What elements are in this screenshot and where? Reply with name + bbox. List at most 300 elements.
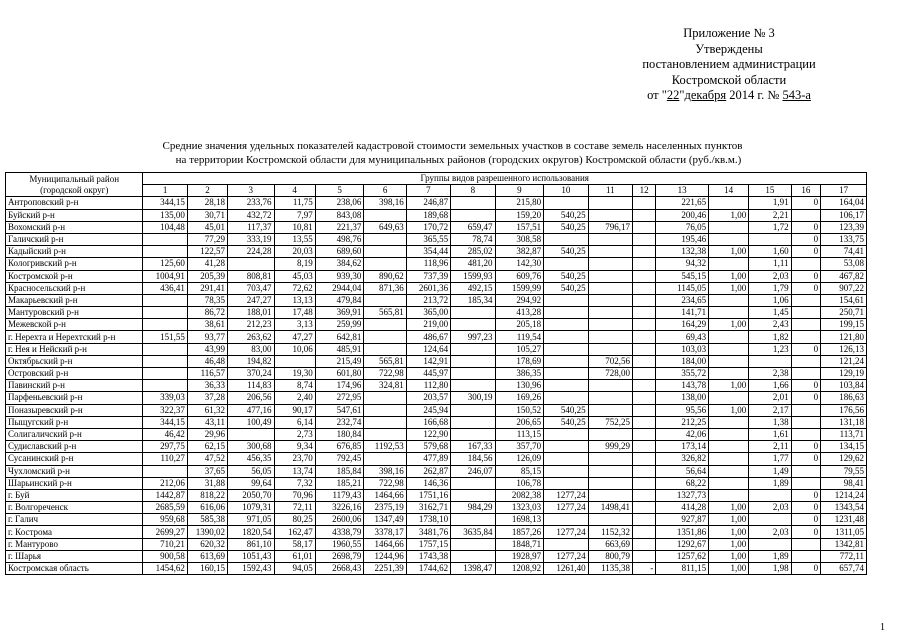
column-number-header: 11	[588, 185, 632, 197]
value-cell: 398,16	[364, 465, 406, 477]
value-cell: 2,40	[274, 392, 315, 404]
value-cell: 203,57	[406, 392, 450, 404]
value-cell: 547,61	[315, 404, 364, 416]
value-cell: 1208,92	[495, 563, 544, 575]
value-cell: 41,28	[187, 258, 227, 270]
value-cell	[228, 258, 275, 270]
municipality-name: Поназыревский р-н	[6, 404, 143, 416]
value-cell	[588, 380, 632, 392]
value-cell: 1342,81	[821, 538, 867, 550]
value-cell: 224,28	[228, 246, 275, 258]
value-cell: 1,11	[749, 258, 791, 270]
value-cell: 221,37	[315, 221, 364, 233]
municipality-name: Шарьинский р-н	[6, 477, 143, 489]
value-cell: 141,71	[656, 307, 709, 319]
value-cell: 119,54	[495, 331, 544, 343]
value-cell	[364, 258, 406, 270]
value-cell: 2601,36	[406, 282, 450, 294]
value-cell: 540,25	[544, 270, 588, 282]
value-cell: 17,48	[274, 307, 315, 319]
table-header-row	[6, 173, 867, 185]
value-cell: 37,65	[187, 465, 227, 477]
value-cell: 1051,43	[228, 550, 275, 562]
value-cell: 540,25	[544, 282, 588, 294]
value-cell	[588, 514, 632, 526]
municipality-name: Костромская область	[6, 563, 143, 575]
value-cell: 540,25	[544, 221, 588, 233]
value-cell	[632, 282, 655, 294]
value-cell: 0	[791, 380, 821, 392]
municipality-name: г. Волгореченск	[6, 502, 143, 514]
value-cell	[228, 428, 275, 440]
value-cell: 138,00	[656, 392, 709, 404]
value-cell	[791, 416, 821, 428]
value-cell: 1738,10	[406, 514, 450, 526]
value-cell	[632, 233, 655, 245]
value-cell: 9,34	[274, 441, 315, 453]
value-cell: 0	[791, 489, 821, 501]
value-cell: 53,08	[821, 258, 867, 270]
value-cell	[544, 331, 588, 343]
value-cell: 1,00	[709, 514, 749, 526]
value-cell: 1857,26	[495, 526, 544, 538]
value-cell: 166,68	[406, 416, 450, 428]
value-cell: 1277,24	[544, 526, 588, 538]
value-cell: 219,00	[406, 319, 450, 331]
table-row	[6, 209, 867, 221]
value-cell: 792,45	[315, 453, 364, 465]
value-cell: 1004,91	[143, 270, 187, 282]
value-cell: 2,11	[749, 441, 791, 453]
value-cell: 159,20	[495, 209, 544, 221]
value-cell: 492,15	[451, 282, 495, 294]
value-cell: 1347,49	[364, 514, 406, 526]
table-row	[6, 514, 867, 526]
value-cell: 112,80	[406, 380, 450, 392]
value-cell	[451, 307, 495, 319]
value-cell: 238,06	[315, 197, 364, 209]
value-cell	[364, 416, 406, 428]
value-cell: 47,52	[187, 453, 227, 465]
value-cell: 616,06	[187, 502, 227, 514]
value-cell: 300,19	[451, 392, 495, 404]
value-cell: 481,20	[451, 258, 495, 270]
value-cell: 114,83	[228, 380, 275, 392]
value-cell	[709, 368, 749, 380]
value-cell: 1145,05	[656, 282, 709, 294]
value-cell: 907,22	[821, 282, 867, 294]
value-cell	[588, 319, 632, 331]
value-cell: 0	[791, 343, 821, 355]
column-number-header: 16	[791, 185, 821, 197]
value-cell: 125,60	[143, 258, 187, 270]
value-cell: 72,11	[274, 502, 315, 514]
value-cell: 2050,70	[228, 489, 275, 501]
value-cell	[544, 233, 588, 245]
value-cell: 132,38	[656, 246, 709, 258]
municipality-name: г. Кострома	[6, 526, 143, 538]
value-cell	[632, 355, 655, 367]
value-cell: 78,35	[187, 294, 227, 306]
value-cell	[588, 282, 632, 294]
value-cell: 245,94	[406, 404, 450, 416]
value-cell: 871,36	[364, 282, 406, 294]
value-cell: 344,15	[143, 197, 187, 209]
value-cell: 1327,73	[656, 489, 709, 501]
value-cell	[451, 538, 495, 550]
value-cell	[791, 209, 821, 221]
value-cell: 195,46	[656, 233, 709, 245]
value-cell: 703,47	[228, 282, 275, 294]
value-cell	[544, 197, 588, 209]
value-cell: 246,87	[406, 197, 450, 209]
value-cell: 642,81	[315, 331, 364, 343]
table-row	[6, 380, 867, 392]
municipality-name: Антроповский р-н	[6, 197, 143, 209]
value-cell: 121,24	[821, 355, 867, 367]
municipality-name: г. Шарья	[6, 550, 143, 562]
value-cell: 649,63	[364, 221, 406, 233]
value-cell	[364, 331, 406, 343]
value-cell: 262,87	[406, 465, 450, 477]
value-cell: 133,75	[821, 233, 867, 245]
municipality-name: Галичский р-н	[6, 233, 143, 245]
value-cell: 1698,13	[495, 514, 544, 526]
value-cell: 971,05	[228, 514, 275, 526]
value-cell: 2,03	[749, 526, 791, 538]
value-cell: 0	[791, 197, 821, 209]
value-cell: 1442,87	[143, 489, 187, 501]
value-cell	[632, 453, 655, 465]
column-number-header: 4	[274, 185, 315, 197]
municipality-name: Буйский р-н	[6, 209, 143, 221]
value-cell	[451, 514, 495, 526]
table-row	[6, 343, 867, 355]
value-cell	[588, 209, 632, 221]
value-cell	[544, 355, 588, 367]
value-cell: 2944,04	[315, 282, 364, 294]
value-cell: 134,15	[821, 441, 867, 453]
value-cell: -	[632, 563, 655, 575]
column-number-header: 8	[451, 185, 495, 197]
value-cell: 46,42	[143, 428, 187, 440]
value-cell	[632, 526, 655, 538]
value-cell: 184,56	[451, 453, 495, 465]
value-cell	[544, 465, 588, 477]
value-cell: 123,39	[821, 221, 867, 233]
value-cell: 333,19	[228, 233, 275, 245]
value-cell: 46,48	[187, 355, 227, 367]
value-cell: 99,64	[228, 477, 275, 489]
value-cell: 247,27	[228, 294, 275, 306]
value-cell: 164,04	[821, 197, 867, 209]
value-cell: 105,27	[495, 343, 544, 355]
table-row	[6, 270, 867, 282]
value-cell: 188,01	[228, 307, 275, 319]
table-row	[6, 502, 867, 514]
table-row	[6, 355, 867, 367]
table-row	[6, 489, 867, 501]
value-cell: 7,32	[274, 477, 315, 489]
value-cell: 77,29	[187, 233, 227, 245]
value-cell: 169,26	[495, 392, 544, 404]
value-cell: 0	[791, 270, 821, 282]
value-cell	[632, 392, 655, 404]
value-cell: 45,01	[187, 221, 227, 233]
value-cell: 1,60	[749, 246, 791, 258]
value-cell: 613,69	[187, 550, 227, 562]
value-cell	[709, 355, 749, 367]
value-cell: 20,03	[274, 246, 315, 258]
table-row	[6, 282, 867, 294]
value-cell: 205,39	[187, 270, 227, 282]
value-cell: 811,15	[656, 563, 709, 575]
value-cell: 212,06	[143, 477, 187, 489]
value-cell: 1,06	[749, 294, 791, 306]
decree-date-line	[619, 88, 839, 104]
value-cell: 42,06	[656, 428, 709, 440]
value-cell: 3481,76	[406, 526, 450, 538]
value-cell: 1,89	[749, 477, 791, 489]
value-cell: 0	[791, 282, 821, 294]
value-cell: 43,11	[187, 416, 227, 428]
value-cell	[143, 343, 187, 355]
value-cell: 369,91	[315, 307, 364, 319]
value-cell	[364, 319, 406, 331]
value-cell	[791, 550, 821, 562]
value-cell: 68,22	[656, 477, 709, 489]
value-cell	[364, 209, 406, 221]
value-cell: 1,45	[749, 307, 791, 319]
value-cell: 540,25	[544, 209, 588, 221]
value-cell: 167,33	[451, 441, 495, 453]
value-cell: 959,68	[143, 514, 187, 526]
value-cell: 29,96	[187, 428, 227, 440]
value-cell: 160,15	[187, 563, 227, 575]
value-cell: 1,00	[709, 246, 749, 258]
value-cell: 106,17	[821, 209, 867, 221]
value-cell: 1,00	[709, 282, 749, 294]
value-cell: 1,00	[709, 380, 749, 392]
value-cell	[791, 331, 821, 343]
value-cell: 479,84	[315, 294, 364, 306]
value-cell	[632, 502, 655, 514]
value-cell: 117,37	[228, 221, 275, 233]
value-cell: 178,69	[495, 355, 544, 367]
value-cell	[791, 538, 821, 550]
value-cell	[544, 294, 588, 306]
value-cell: 1,49	[749, 465, 791, 477]
value-cell: 689,60	[315, 246, 364, 258]
value-cell: 1,00	[709, 526, 749, 538]
value-cell: 414,28	[656, 502, 709, 514]
value-cell: 3162,71	[406, 502, 450, 514]
value-cell: 1,98	[749, 563, 791, 575]
table-row	[6, 465, 867, 477]
value-cell: 384,62	[315, 258, 364, 270]
groups-header: Группы видов разрешенного использования	[143, 173, 867, 185]
value-cell: 200,46	[656, 209, 709, 221]
municipality-name: Павинский р-н	[6, 380, 143, 392]
value-cell: 135,00	[143, 209, 187, 221]
value-cell: 997,23	[451, 331, 495, 343]
value-cell	[451, 197, 495, 209]
value-cell: 540,25	[544, 404, 588, 416]
value-cell: 1277,24	[544, 550, 588, 562]
value-cell: 1848,71	[495, 538, 544, 550]
value-cell: 324,81	[364, 380, 406, 392]
value-cell	[588, 331, 632, 343]
value-cell: 94,32	[656, 258, 709, 270]
value-cell	[143, 368, 187, 380]
value-cell: 285,02	[451, 246, 495, 258]
value-cell: 818,22	[187, 489, 227, 501]
value-cell	[143, 319, 187, 331]
value-cell: 999,29	[588, 441, 632, 453]
value-cell: 620,32	[187, 538, 227, 550]
value-cell	[364, 246, 406, 258]
value-cell: 90,17	[274, 404, 315, 416]
value-cell: 215,80	[495, 197, 544, 209]
value-cell: 710,21	[143, 538, 187, 550]
value-cell: 0	[791, 221, 821, 233]
value-cell: 69,43	[656, 331, 709, 343]
table-row	[6, 197, 867, 209]
value-cell	[451, 477, 495, 489]
value-cell: 6,14	[274, 416, 315, 428]
value-cell: 173,14	[656, 441, 709, 453]
municipality-name: г. Буй	[6, 489, 143, 501]
value-cell: 1,89	[749, 550, 791, 562]
value-cell: 1231,48	[821, 514, 867, 526]
value-cell: 199,15	[821, 319, 867, 331]
value-cell: 297,75	[143, 441, 187, 453]
column-number-header: 9	[495, 185, 544, 197]
value-cell	[632, 538, 655, 550]
value-cell: 1592,43	[228, 563, 275, 575]
value-cell	[544, 258, 588, 270]
table-row	[6, 416, 867, 428]
value-cell: 436,41	[143, 282, 187, 294]
value-cell: 339,03	[143, 392, 187, 404]
value-cell	[588, 343, 632, 355]
value-cell: 1398,47	[451, 563, 495, 575]
value-cell	[588, 294, 632, 306]
value-cell: 0	[791, 441, 821, 453]
decree-month: декабря	[684, 88, 727, 102]
value-cell: 565,81	[364, 307, 406, 319]
table-row	[6, 307, 867, 319]
value-cell: 565,81	[364, 355, 406, 367]
value-cell	[544, 307, 588, 319]
value-cell: 2,03	[749, 502, 791, 514]
value-cell: 2698,79	[315, 550, 364, 562]
value-cell	[709, 294, 749, 306]
value-cell: 3378,17	[364, 526, 406, 538]
value-cell: 221,65	[656, 197, 709, 209]
value-cell: 0	[791, 392, 821, 404]
municipality-name: Судиславский р-н	[6, 441, 143, 453]
value-cell: 61,01	[274, 550, 315, 562]
value-cell: 151,55	[143, 331, 187, 343]
value-cell: 56,64	[656, 465, 709, 477]
value-cell: 116,57	[187, 368, 227, 380]
municipality-name: Красносельский р-н	[6, 282, 143, 294]
value-cell: 540,25	[544, 246, 588, 258]
value-cell	[791, 258, 821, 270]
value-cell	[364, 233, 406, 245]
value-cell: 43,99	[187, 343, 227, 355]
value-cell: 98,41	[821, 477, 867, 489]
value-cell: 2600,06	[315, 514, 364, 526]
decree-day: 22	[666, 88, 680, 102]
column-number-header: 15	[749, 185, 791, 197]
value-cell	[749, 538, 791, 550]
value-cell: 146,36	[406, 477, 450, 489]
value-cell: 83,00	[228, 343, 275, 355]
value-cell: 1214,24	[821, 489, 867, 501]
value-cell: 38,61	[187, 319, 227, 331]
title-line-1: Средние значения удельных показателей кадастровой стоимости земельных участков в составе земель населенных пунктов	[162, 140, 743, 152]
value-cell	[364, 392, 406, 404]
value-cell: 1079,31	[228, 502, 275, 514]
value-cell: 143,78	[656, 380, 709, 392]
value-cell	[709, 428, 749, 440]
value-cell: 663,69	[588, 538, 632, 550]
value-cell	[632, 246, 655, 258]
value-cell: 80,25	[274, 514, 315, 526]
value-cell: 796,17	[588, 221, 632, 233]
value-cell	[451, 343, 495, 355]
value-cell	[632, 514, 655, 526]
value-cell: 3,13	[274, 319, 315, 331]
municipality-name: Кологривский р-н	[6, 258, 143, 270]
page-number: 1	[880, 622, 885, 633]
value-cell: 355,72	[656, 368, 709, 380]
value-cell: 164,29	[656, 319, 709, 331]
value-cell: 545,15	[656, 270, 709, 282]
value-cell: 1,00	[709, 209, 749, 221]
value-cell: 45,03	[274, 270, 315, 282]
value-cell: 1135,38	[588, 563, 632, 575]
value-cell: 659,47	[451, 221, 495, 233]
value-cell: 1277,24	[544, 502, 588, 514]
value-cell: 800,79	[588, 550, 632, 562]
value-cell: 246,07	[451, 465, 495, 477]
value-cell	[143, 465, 187, 477]
value-cell	[632, 221, 655, 233]
value-cell: 206,56	[228, 392, 275, 404]
value-cell: 1,77	[749, 453, 791, 465]
table-row	[6, 550, 867, 562]
value-cell	[632, 465, 655, 477]
value-cell: 477,16	[228, 404, 275, 416]
value-cell: 113,15	[495, 428, 544, 440]
municipality-name: Парфеньевский р-н	[6, 392, 143, 404]
value-cell: 2251,39	[364, 563, 406, 575]
value-cell: 113,71	[821, 428, 867, 440]
value-cell: 365,55	[406, 233, 450, 245]
value-cell: 540,25	[544, 416, 588, 428]
value-cell: 1,79	[749, 282, 791, 294]
value-cell: 126,13	[821, 343, 867, 355]
value-cell: 23,70	[274, 453, 315, 465]
value-cell: 31,88	[187, 477, 227, 489]
value-cell	[143, 307, 187, 319]
value-cell: 2,01	[749, 392, 791, 404]
value-cell	[791, 307, 821, 319]
value-cell: 382,87	[495, 246, 544, 258]
